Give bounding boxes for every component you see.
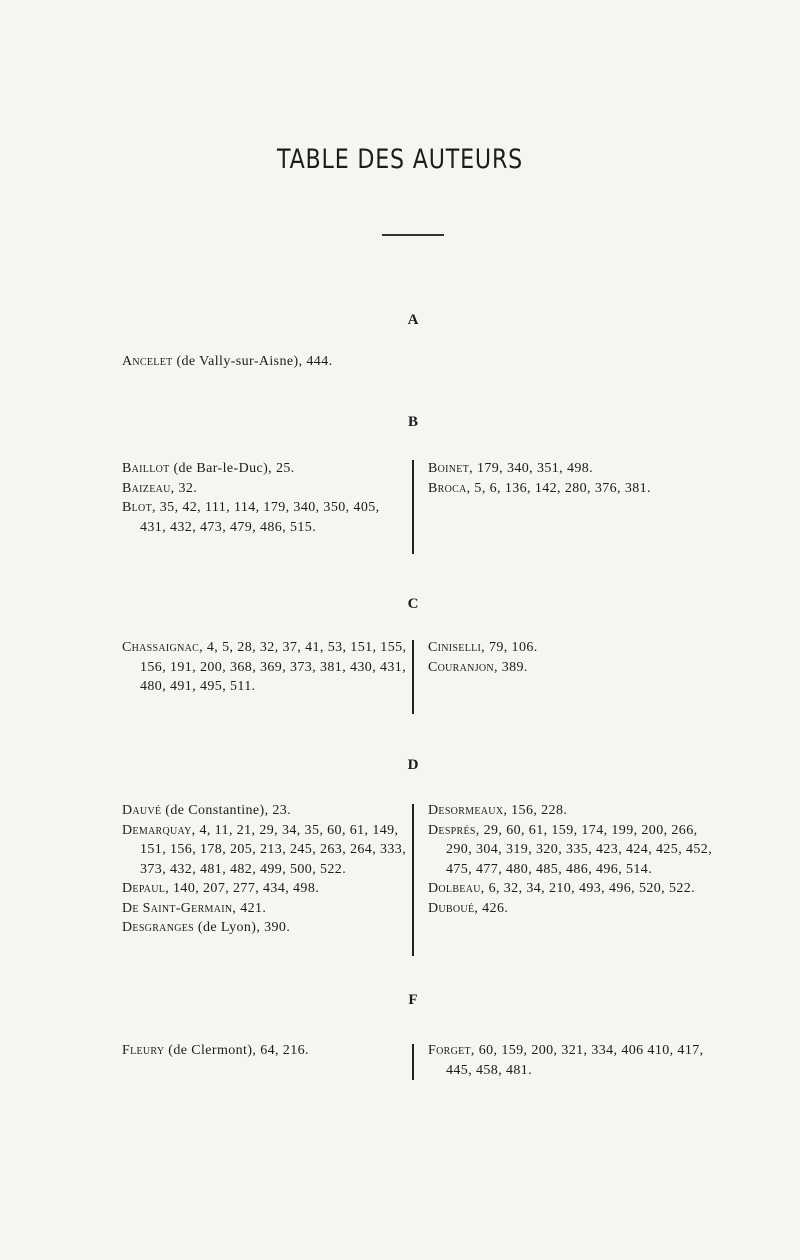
section-a-left-column	[122, 352, 407, 372]
column-divider	[412, 640, 414, 714]
author-name: Ciniselli	[428, 640, 482, 655]
title-ornament-rule	[382, 234, 444, 236]
index-entry	[428, 899, 723, 919]
page-refs: , 5, 6, 136, 142, 280, 376, 381.	[466, 480, 651, 496]
index-entry	[122, 918, 407, 938]
section-letter-d: D	[407, 757, 419, 773]
index-entry	[122, 801, 407, 821]
author-name: Baizeau	[122, 480, 171, 496]
author-name: De Saint-Germain	[122, 900, 233, 916]
author-name: Demarquay	[122, 822, 192, 838]
index-entry	[122, 821, 407, 880]
section-letter-a: A	[407, 312, 419, 328]
page-refs: , 6, 32, 34, 210, 493, 496, 520, 522.	[480, 881, 696, 896]
index-entry	[122, 498, 407, 537]
index-entry	[122, 1041, 407, 1061]
author-name: Desgranges	[122, 920, 195, 935]
page-refs: (de Constantine), 23.	[161, 803, 292, 818]
section-b-right-column	[428, 459, 723, 498]
index-entry	[428, 638, 723, 658]
page-refs: (de Vally-sur-Aisne), 444.	[172, 354, 333, 369]
section-letter-f: F	[408, 992, 418, 1008]
page-refs: , 32.	[170, 480, 198, 496]
section-c-right-column	[428, 638, 723, 677]
section-b-left-column	[122, 459, 407, 537]
index-entry	[428, 1041, 723, 1080]
page-refs: , 29, 60, 61, 159, 174, 199, 200, 266, 290, 304, 319, 320, 335, 423, 424, 425, 452, 475, 477, 480, 485, 486, 496, 514.	[446, 822, 713, 877]
author-name: Dauvé	[122, 803, 162, 818]
section-letter-b: B	[407, 414, 418, 430]
index-entry	[122, 459, 407, 479]
author-name: Forget	[428, 1043, 471, 1058]
index-entry	[428, 479, 723, 499]
column-divider	[412, 460, 414, 554]
author-name: Broca	[428, 480, 467, 496]
author-name: Ancelet	[122, 354, 173, 369]
page-refs: , 156, 228.	[503, 803, 568, 818]
index-entry	[428, 801, 723, 821]
page-refs: , 426.	[474, 900, 509, 916]
author-name: Duboué	[428, 900, 475, 916]
section-d-right-column	[428, 801, 723, 918]
author-name: Depaul	[122, 881, 166, 896]
page-refs: (de Lyon), 390.	[194, 920, 291, 935]
author-name: Desormeaux	[428, 803, 504, 818]
page-refs: , 421.	[232, 900, 267, 916]
index-entry	[428, 459, 723, 479]
author-name: Baillot	[122, 461, 170, 476]
page-refs: , 35, 42, 111, 114, 179, 340, 350, 405, 431, 432, 473, 479, 486, 515.	[140, 500, 380, 535]
author-name: Dolbeau	[428, 881, 481, 896]
author-name: Chassaignac	[122, 640, 200, 655]
index-entry	[122, 879, 407, 899]
page-refs: , 4, 11, 21, 29, 34, 35, 60, 61, 149, 151, 156, 178, 205, 213, 245, 263, 264, 333, 373, 432, 481, 482, 499, 500, 522.	[140, 822, 407, 877]
section-f-left-column	[122, 1041, 407, 1061]
page-refs: (de Clermont), 64, 216.	[164, 1043, 309, 1058]
page-refs: , 179, 340, 351, 498.	[469, 461, 594, 476]
index-entry	[122, 479, 407, 499]
index-entry	[122, 899, 407, 919]
author-name: Blot	[122, 500, 152, 515]
index-entry	[428, 879, 723, 899]
page-refs: , 79, 106.	[481, 640, 538, 655]
page-title: TABLE DES AUTEURS	[276, 144, 524, 175]
section-f-right-column	[428, 1041, 723, 1080]
index-entry	[428, 821, 723, 880]
author-name: Boinet	[428, 461, 470, 476]
page-refs: , 140, 207, 277, 434, 498.	[165, 881, 320, 896]
column-divider	[412, 804, 414, 956]
section-letter-c: C	[407, 596, 419, 612]
column-divider	[412, 1044, 414, 1080]
author-name: Couranjon	[428, 659, 494, 675]
page-refs: (de Bar-le-Duc), 25.	[169, 461, 295, 476]
page-refs: , 4, 5, 28, 32, 37, 41, 53, 151, 155, 156, 191, 200, 368, 369, 373, 381, 430, 431, 480, 491, 495, 511.	[140, 640, 407, 694]
index-entry	[122, 638, 407, 697]
section-d-left-column	[122, 801, 407, 938]
author-name: Després	[428, 822, 476, 838]
author-name: Fleury	[122, 1043, 165, 1058]
page-refs: , 389.	[493, 659, 528, 675]
section-c-left-column	[122, 638, 407, 697]
index-entry	[122, 352, 407, 372]
page-refs: , 60, 159, 200, 321, 334, 406 410, 417, 445, 458, 481.	[446, 1043, 704, 1078]
index-entry	[428, 658, 723, 678]
